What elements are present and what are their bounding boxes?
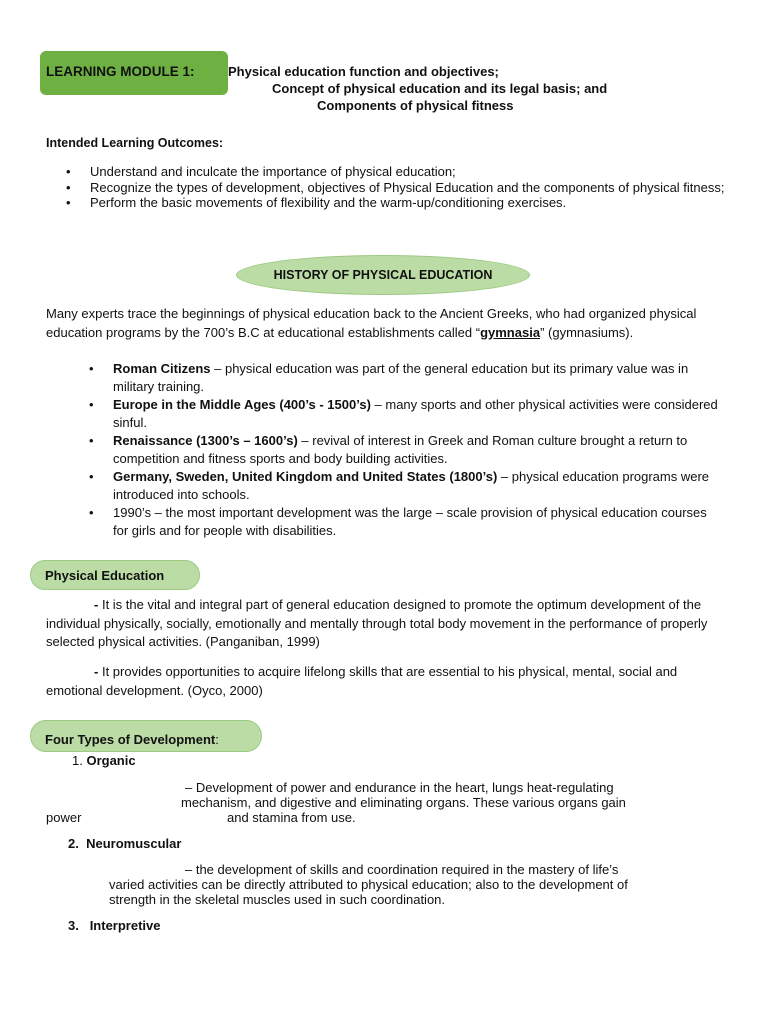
module-title-line-3: Components of physical fitness (317, 98, 514, 113)
organic-line-3a: power (46, 810, 82, 825)
development-item-neuromuscular: 2. Neuromuscular (68, 836, 182, 851)
list-item: • Germany, Sweden, United Kingdom and United States (1800’s) – physical education programs were introduced into schools. (89, 469, 710, 502)
module-title-line-1: Physical education function and objectives; (228, 64, 499, 79)
organic-line-1: – Development of power and endurance in the heart, lungs heat-regulating (185, 780, 614, 795)
development-item-interpretive: 3. Interpretive (68, 918, 161, 933)
module-title-line-2: Concept of physical education and its legal basis; and (272, 81, 608, 96)
development-heading: Four Types of Development (45, 732, 216, 747)
outcomes-heading: Intended Learning Outcomes: (46, 136, 224, 150)
development-item-organic: 1. Organic (72, 753, 136, 768)
history-intro: Many experts trace the beginnings of physical education back to the Ancient Greeks, who had organized physical education programs by the 700’s B.C at educational establishments called “gymnasia” (gymnasiums). (46, 306, 697, 340)
pe-definition-1: - It is the vital and integral part of general education designed to promote the optimum development of the individual physically, socially, emotionally and mentally through total body movement in the performance of properly selected physical activities. (Panganiban, 1999) (46, 597, 708, 649)
list-item: • Perform the basic movements of flexibility and the warm-up/conditioning exercises. (66, 195, 567, 210)
list-item: • Recognize the types of development, objectives of Physical Education and the components of physical fitness; (66, 179, 725, 195)
outcomes-list (46, 164, 726, 211)
module-label: LEARNING MODULE 1: (46, 64, 195, 79)
history-list (89, 360, 719, 540)
organic-line-2: mechanism, and digestive and eliminating organs. These various organs gain (181, 795, 626, 810)
history-heading: HISTORY OF PHYSICAL EDUCATION (273, 268, 493, 282)
organic-line-3b: and stamina from use. (227, 810, 356, 825)
neuromuscular-line-2: varied activities can be directly attributed to physical education; also to the development of (109, 877, 628, 892)
pe-definition-2: - It provides opportunities to acquire lifelong skills that are essential to his physical, mental, social and emotional development. (Oyco, 2000) (46, 664, 678, 698)
module-label-box (40, 51, 228, 95)
pe-heading: Physical Education (45, 568, 165, 583)
history-heading-oval (236, 255, 530, 295)
neuromuscular-line-3: strength in the skeletal muscles used in such coordination. (109, 892, 446, 907)
neuromuscular-line-1: – the development of skills and coordination required in the mastery of life’s (185, 862, 619, 877)
list-item: • Renaissance (1300’s – 1600’s) – revival of interest in Greek and Roman culture brought a return to competition and fitness sports and body building activities. (89, 433, 688, 466)
development-heading-pill: Four Types of Development: (30, 720, 262, 752)
pe-heading-pill (30, 560, 200, 590)
gymnasia-term: gymnasia (480, 324, 541, 340)
list-item: • 1990’s – the most important development was the large – scale provision of physical education courses for girls and for people with disabilities. (89, 505, 707, 538)
list-item: • Roman Citizens – physical education was part of the general education but its primary value was in military training. (89, 361, 689, 394)
list-item: • Understand and inculcate the importance of physical education; (66, 164, 456, 179)
list-item: • Europe in the Middle Ages (400’s - 1500’s) – many sports and other physical activities were considered sinful. (89, 397, 718, 430)
